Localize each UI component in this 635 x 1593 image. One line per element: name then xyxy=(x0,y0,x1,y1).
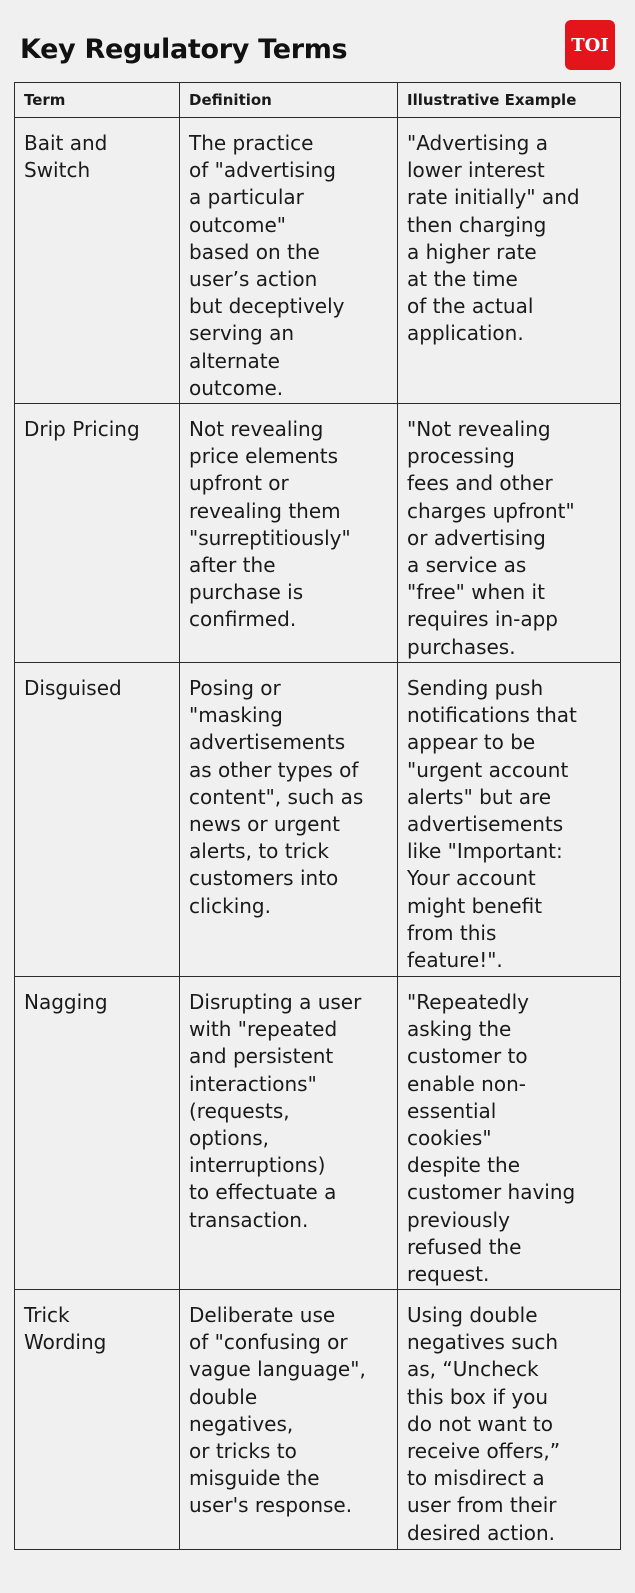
cell-text-line: Deliberate use xyxy=(189,1303,336,1327)
cell-text-line: confirmed. xyxy=(189,607,297,632)
cell-text-line: of "advertising xyxy=(189,158,336,183)
cell-text-line: "free" when it xyxy=(407,580,545,605)
cell-text-line: feature!". xyxy=(407,948,503,973)
cell-text-line: outcome" xyxy=(189,212,286,237)
header-term: Term xyxy=(15,83,180,118)
cell-text-line: Bait and xyxy=(24,131,108,155)
cell-text-line: with "repeated xyxy=(189,1017,338,1042)
cell-text-line: options, xyxy=(189,1126,270,1151)
regulatory-terms-table xyxy=(14,82,621,1550)
table-header-row xyxy=(15,83,621,118)
cell-text-line: from this xyxy=(407,920,497,945)
cell-text-line: "Not revealing xyxy=(407,417,551,441)
term-cell xyxy=(15,404,180,663)
term-cell xyxy=(15,977,180,1290)
definition-cell xyxy=(180,404,398,663)
cell-text-line: charges upfront" xyxy=(407,498,575,523)
cell-text-line: previously xyxy=(407,1207,510,1232)
cell-text-line: "Advertising a xyxy=(407,131,548,155)
cell-text-line: misguide the xyxy=(189,1466,320,1491)
cell-text-line: advertisements xyxy=(407,812,564,837)
cell-text-line: fees and other xyxy=(407,471,553,496)
cell-text-line: asking the xyxy=(407,1017,512,1042)
cell-text-line: clicking. xyxy=(189,893,271,918)
definition-cell xyxy=(180,977,398,1290)
cell-text-line: like "Important: xyxy=(407,839,563,864)
cell-text-line: this box if you xyxy=(407,1384,549,1409)
cell-text-line: vague language", xyxy=(189,1357,366,1382)
cell-text-line: Trick xyxy=(24,1303,70,1327)
term-cell xyxy=(15,1290,180,1550)
cell-text-line: Your account xyxy=(407,866,536,891)
cell-text-line: of "confusing or xyxy=(189,1330,348,1355)
table-row xyxy=(15,1290,621,1550)
example-cell xyxy=(398,404,621,663)
cell-text-line: essential xyxy=(407,1098,497,1123)
cell-text-line: might benefit xyxy=(407,893,543,918)
cell-text-line: notifications that xyxy=(407,703,577,728)
cell-text-line: user from their xyxy=(407,1493,557,1518)
cell-text-line: "surreptitiously" xyxy=(189,525,351,550)
cell-text-line: rate initially" and xyxy=(407,185,580,210)
cell-text-line: advertisements xyxy=(189,730,346,755)
cell-text-line: as, “Uncheck xyxy=(407,1357,539,1382)
cell-text-line: a particular xyxy=(189,185,304,210)
toi-logo: TOI xyxy=(565,20,615,70)
cell-text-line: customer having xyxy=(407,1180,576,1205)
cell-text-line: a higher rate xyxy=(407,239,537,264)
cell-text-line: requires in-app xyxy=(407,607,558,632)
cell-text-line: interactions" xyxy=(189,1071,317,1096)
cell-text-line: outcome. xyxy=(189,375,284,400)
cell-text-line: refused the xyxy=(407,1234,522,1259)
cell-text-line: to misdirect a xyxy=(407,1466,545,1491)
cell-text-line: upfront or xyxy=(189,471,289,496)
definition-cell xyxy=(180,663,398,977)
cell-text-line: Not revealing xyxy=(189,417,324,441)
cell-text-line: user’s action xyxy=(189,267,318,292)
cell-text-line: application. xyxy=(407,321,524,346)
cell-text-line: and persistent xyxy=(189,1044,334,1069)
cell-text-line: do not want to xyxy=(407,1411,553,1436)
example-cell xyxy=(398,118,621,404)
cell-text-line: customer to xyxy=(407,1044,528,1069)
cell-text-line: purchase is xyxy=(189,580,304,605)
cell-text-line: customers into xyxy=(189,866,339,891)
cell-text-line: cookies" xyxy=(407,1126,492,1151)
cell-text-line: a service as xyxy=(407,553,527,578)
cell-text-line: of the actual xyxy=(407,294,534,319)
cell-text-line: interruptions) xyxy=(189,1153,326,1178)
definition-cell xyxy=(180,1290,398,1550)
table-row xyxy=(15,404,621,663)
cell-text-line: negatives such xyxy=(407,1330,559,1355)
cell-text-line: content", such as xyxy=(189,784,364,809)
cell-text-line: Disguised xyxy=(24,676,122,700)
cell-text-line: desired action. xyxy=(407,1520,556,1545)
cell-text-line: The practice xyxy=(189,131,314,155)
cell-text-line: but deceptively xyxy=(189,294,345,319)
cell-text-line: revealing them xyxy=(189,498,341,523)
cell-text-line: price elements xyxy=(189,444,339,469)
cell-text-line: "urgent account xyxy=(407,757,569,782)
cell-text-line: Posing or xyxy=(189,676,281,700)
example-cell xyxy=(398,1290,621,1550)
cell-text-line: Sending push xyxy=(407,676,544,700)
cell-text-line: or advertising xyxy=(407,525,546,550)
cell-text-line: alerts" but are xyxy=(407,784,552,809)
cell-text-line: at the time xyxy=(407,267,518,292)
cell-text-line: (requests, xyxy=(189,1098,290,1123)
cell-text-line: Switch xyxy=(24,158,91,183)
cell-text-line: after the xyxy=(189,553,276,578)
cell-text-line: enable non- xyxy=(407,1071,526,1096)
page-title: Key Regulatory Terms xyxy=(20,34,348,65)
table-row xyxy=(15,118,621,404)
header-example: Illustrative Example xyxy=(398,83,621,118)
cell-text-line: Disrupting a user xyxy=(189,990,362,1014)
cell-text-line: double xyxy=(189,1384,258,1409)
cell-text-line: request. xyxy=(407,1262,490,1287)
cell-text-line: negatives, xyxy=(189,1411,294,1436)
cell-text-line: alternate xyxy=(189,348,280,373)
table-row xyxy=(15,663,621,977)
definition-cell xyxy=(180,118,398,404)
term-cell xyxy=(15,118,180,404)
term-cell xyxy=(15,663,180,977)
cell-text-line: user's response. xyxy=(189,1493,353,1518)
cell-text-line: to effectuate a xyxy=(189,1180,337,1205)
cell-text-line: Wording xyxy=(24,1330,107,1355)
cell-text-line: based on the xyxy=(189,239,320,264)
cell-text-line: processing xyxy=(407,444,515,469)
table-row xyxy=(15,977,621,1290)
cell-text-line: "Repeatedly xyxy=(407,990,529,1014)
cell-text-line: appear to be xyxy=(407,730,536,755)
cell-text-line: transaction. xyxy=(189,1207,309,1232)
header-definition: Definition xyxy=(180,83,398,118)
cell-text-line: purchases. xyxy=(407,634,516,659)
cell-text-line: Using double xyxy=(407,1303,538,1327)
example-cell xyxy=(398,663,621,977)
cell-text-line: Nagging xyxy=(24,990,108,1014)
cell-text-line: "masking xyxy=(189,703,283,728)
cell-text-line: receive offers,” xyxy=(407,1439,561,1464)
example-cell xyxy=(398,977,621,1290)
cell-text-line: news or urgent xyxy=(189,812,340,837)
cell-text-line: despite the xyxy=(407,1153,520,1178)
cell-text-line: lower interest xyxy=(407,158,545,183)
cell-text-line: Drip Pricing xyxy=(24,417,140,441)
cell-text-line: then charging xyxy=(407,212,547,237)
cell-text-line: serving an xyxy=(189,321,294,346)
cell-text-line: as other types of xyxy=(189,757,359,782)
cell-text-line: or tricks to xyxy=(189,1439,297,1464)
cell-text-line: alerts, to trick xyxy=(189,839,329,864)
